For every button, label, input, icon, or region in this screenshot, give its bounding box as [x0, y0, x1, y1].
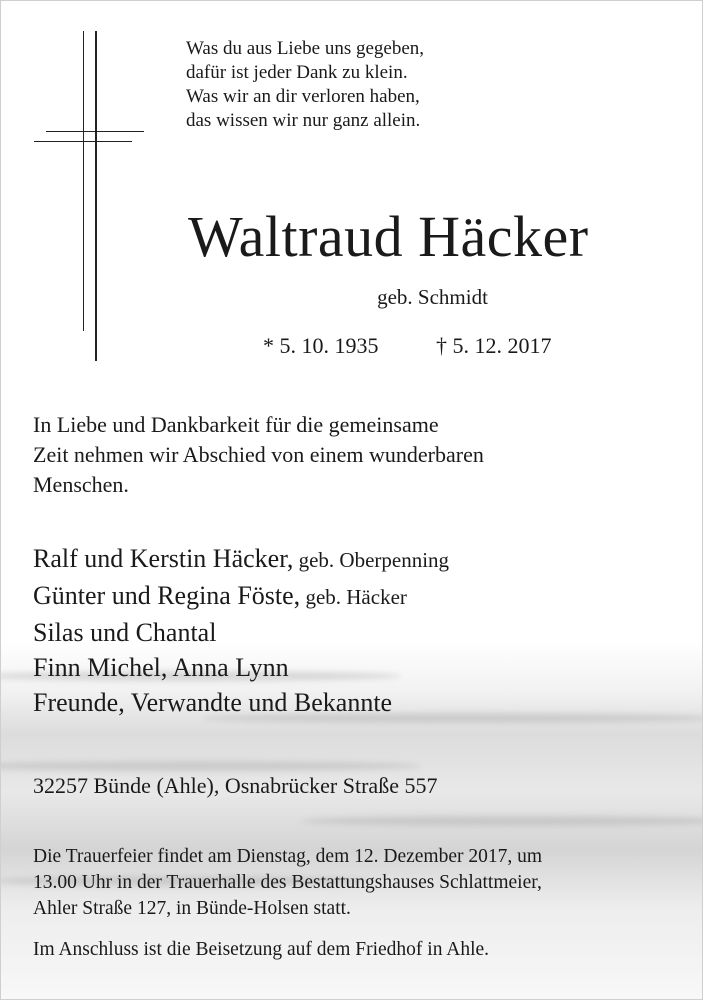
mourner-note: geb. Oberpenning: [293, 548, 450, 572]
mourner-entry: [33, 685, 449, 720]
birth-name: geb. Schmidt: [377, 285, 488, 309]
poem: [186, 37, 424, 133]
funeral-line: Ahler Straße 127, in Bünde-Holsen statt.: [33, 898, 351, 919]
cross-icon-horizontal-bar: [46, 131, 144, 132]
wave-decoration: [301, 816, 703, 826]
cross-icon-horizontal-bar-lower: [34, 141, 132, 142]
life-dates: [263, 333, 552, 359]
farewell-text: [33, 410, 683, 500]
birth-date: * 5. 10. 1935: [263, 333, 379, 358]
mourner-entry: [33, 578, 449, 615]
funeral-info: [33, 844, 542, 922]
mourner-names: Günter und Regina Föste,: [33, 581, 301, 610]
family-address: 32257 Bünde (Ahle), Osnabrücker Straße 557: [33, 773, 438, 798]
farewell-line: In Liebe und Dankbarkeit für die gemeinsame: [33, 412, 439, 437]
wave-decoration: [0, 761, 421, 771]
mourner-entry: [33, 650, 449, 685]
burial-info: Im Anschluss ist die Beisetzung auf dem Friedhof in Ahle.: [33, 939, 490, 960]
mourner-note: geb. Häcker: [300, 585, 407, 609]
funeral-line: 13.00 Uhr in der Trauerhalle des Bestattungshauses Schlattmeier,: [33, 872, 542, 893]
mourner-names: Freunde, Verwandte und Bekannte: [33, 688, 393, 717]
farewell-line: Zeit nehmen wir Abschied von einem wunderbaren: [33, 442, 484, 467]
poem-line: Was wir an dir verloren haben,: [186, 86, 420, 107]
death-date: † 5. 12. 2017: [436, 333, 552, 358]
cross-icon-vertical-bar: [95, 31, 97, 361]
poem-line: Was du aus Liebe uns gegeben,: [186, 38, 425, 59]
mourner-entry: [33, 615, 449, 650]
mourner-entry: [33, 541, 449, 578]
mourner-names: Ralf und Kerstin Häcker,: [33, 544, 294, 573]
deceased-name: Waltraud Häcker: [188, 204, 589, 269]
poem-line: dafür ist jeder Dank zu klein.: [186, 62, 408, 83]
poem-line: das wissen wir nur ganz allein.: [186, 110, 421, 131]
mourner-names: Silas und Chantal: [33, 618, 217, 647]
farewell-line: Menschen.: [33, 472, 129, 497]
mourners-list: [33, 541, 449, 720]
funeral-line: Die Trauerfeier findet am Dienstag, dem 12. Dezember 2017, um: [33, 846, 543, 867]
mourner-names: Finn Michel, Anna Lynn: [33, 653, 289, 682]
